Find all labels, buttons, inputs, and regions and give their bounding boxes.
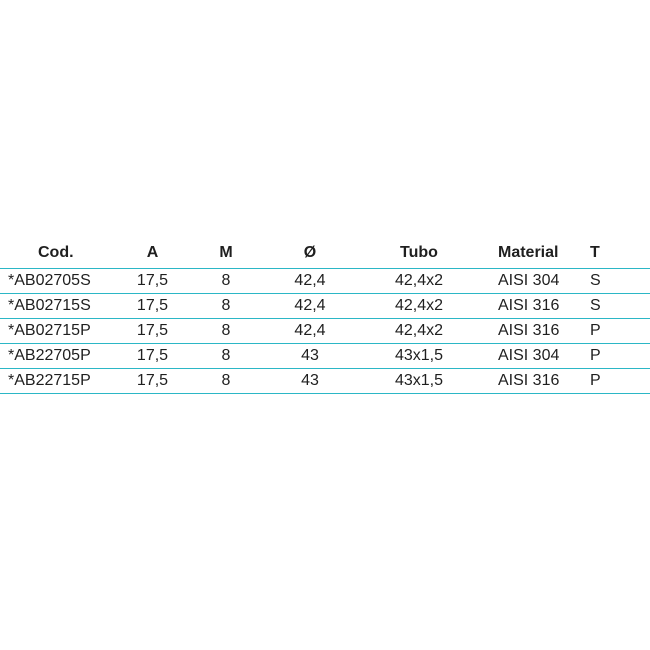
cell-a: 17,5 xyxy=(119,369,186,394)
table-body xyxy=(0,269,650,394)
cell-m: 8 xyxy=(186,294,266,319)
header-t: T xyxy=(582,238,650,269)
table-row xyxy=(0,319,650,344)
table-row xyxy=(0,294,650,319)
cell-m: 8 xyxy=(186,319,266,344)
cell-m: 8 xyxy=(186,369,266,394)
product-spec-table xyxy=(0,238,650,394)
cell-diameter: 43 xyxy=(266,369,354,394)
cell-cod: *AB02715P xyxy=(0,319,119,344)
cell-a: 17,5 xyxy=(119,294,186,319)
cell-material: AISI 316 xyxy=(484,319,582,344)
cell-material: AISI 316 xyxy=(484,369,582,394)
cell-tubo: 43x1,5 xyxy=(354,369,484,394)
table-row xyxy=(0,269,650,294)
cell-m: 8 xyxy=(186,344,266,369)
cell-material: AISI 316 xyxy=(484,294,582,319)
cell-tubo: 42,4x2 xyxy=(354,269,484,294)
cell-a: 17,5 xyxy=(119,319,186,344)
cell-t: S xyxy=(582,294,650,319)
cell-t: P xyxy=(582,319,650,344)
header-m: M xyxy=(186,238,266,269)
table-header xyxy=(0,238,650,269)
cell-diameter: 42,4 xyxy=(266,319,354,344)
cell-tubo: 42,4x2 xyxy=(354,294,484,319)
cell-t: S xyxy=(582,269,650,294)
cell-cod: *AB22705P xyxy=(0,344,119,369)
header-material: Material xyxy=(484,238,582,269)
cell-diameter: 42,4 xyxy=(266,269,354,294)
cell-tubo: 42,4x2 xyxy=(354,319,484,344)
header-diameter: Ø xyxy=(266,238,354,269)
header-a: A xyxy=(119,238,186,269)
cell-a: 17,5 xyxy=(119,344,186,369)
cell-material: AISI 304 xyxy=(484,269,582,294)
header-row xyxy=(0,238,650,269)
header-tubo: Tubo xyxy=(354,238,484,269)
cell-a: 17,5 xyxy=(119,269,186,294)
cell-t: P xyxy=(582,344,650,369)
cell-material: AISI 304 xyxy=(484,344,582,369)
cell-t: P xyxy=(582,369,650,394)
cell-cod: *AB22715P xyxy=(0,369,119,394)
cell-tubo: 43x1,5 xyxy=(354,344,484,369)
table-row xyxy=(0,344,650,369)
cell-diameter: 43 xyxy=(266,344,354,369)
cell-m: 8 xyxy=(186,269,266,294)
cell-cod: *AB02715S xyxy=(0,294,119,319)
cell-cod: *AB02705S xyxy=(0,269,119,294)
cell-diameter: 42,4 xyxy=(266,294,354,319)
header-cod: Cod. xyxy=(0,238,119,269)
table-row xyxy=(0,369,650,394)
